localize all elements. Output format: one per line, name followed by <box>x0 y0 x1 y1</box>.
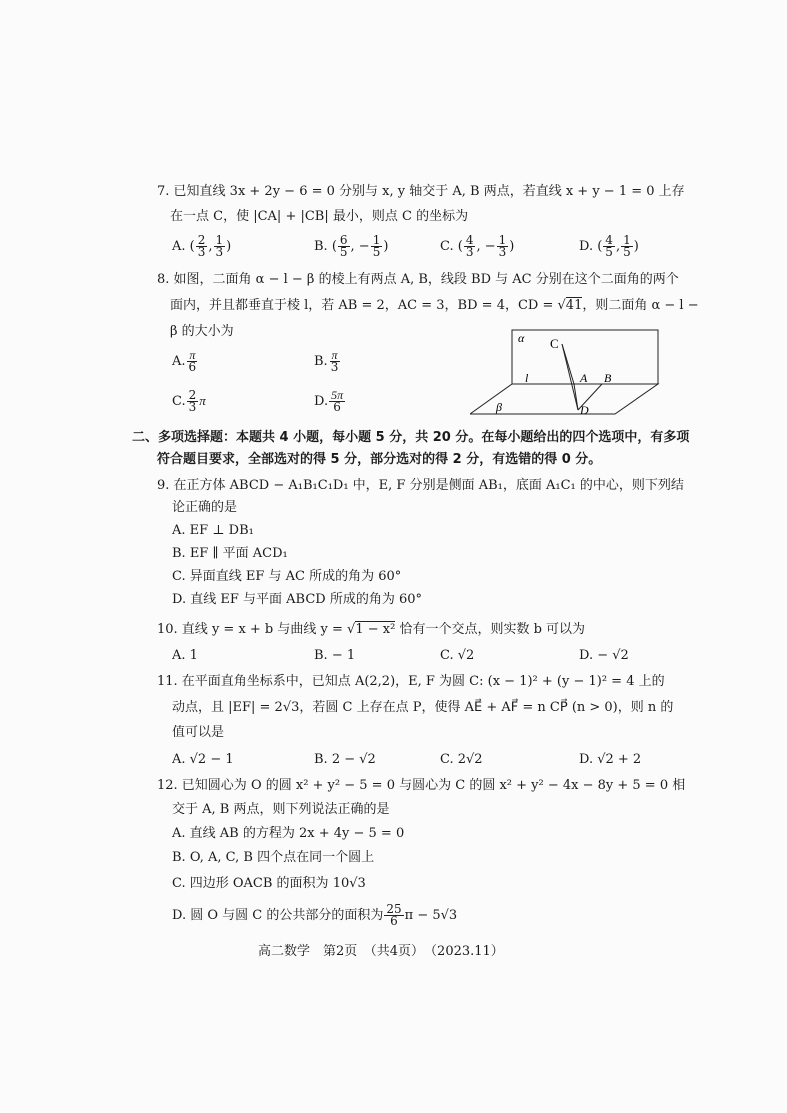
q9-option-d: D. 直线 EF 与平面 ABCD 所成的角为 60° <box>172 592 422 607</box>
q12-option-c: C. 四边形 OACB 的面积为 10√3 <box>172 876 366 891</box>
q11-line3: 值可以是 <box>172 725 225 740</box>
label-c: C <box>550 336 559 351</box>
q10-option-d: D. − √2 <box>579 648 629 663</box>
q8-option-b: B. $\frac{\pi}{3}$ <box>314 348 339 374</box>
q9-line2: 论正确的是 <box>172 500 238 515</box>
q8-option-a: A. $\frac{\pi}{6}$ <box>172 348 197 374</box>
q11-option-d: D. √2 + 2 <box>579 752 642 767</box>
q9-option-b: B. EF ∥ 平面 ACD₁ <box>172 546 288 561</box>
page-footer: 高二数学 第2页 （共4页） （2023.11） <box>258 944 504 959</box>
q12-option-b: B. O, A, C, B 四个点在同一个圆上 <box>172 850 375 865</box>
label-alpha: α <box>518 331 525 345</box>
q10-option-a: A. 1 <box>172 648 198 663</box>
label-b: B <box>604 371 612 385</box>
q7-line1: 7. 已知直线 3x + 2y − 6 = 0 分别与 x, y 轴交于 A, B 两点，若直线 x + y − 1 = 0 上存 <box>157 184 685 199</box>
q7-option-b: B. ( $\frac{6}{5}$ , − $\frac{1}{5}$ ) <box>314 233 389 259</box>
label-d: D <box>580 403 589 417</box>
q7-option-c: C. ( $\frac{4}{3}$ , − $\frac{1}{3}$ ) <box>440 233 515 259</box>
q12-option-a: A. 直线 AB 的方程为 2x + 4y − 5 = 0 <box>172 826 405 841</box>
q9-option-a: A. EF ⊥ DB₁ <box>172 523 254 538</box>
q9-line1: 9. 在正方体 ABCD − A₁B₁C₁D₁ 中，E, F 分别是侧面 AB₁，底面 A₁C₁ 的中心，则下列结 <box>157 478 684 493</box>
q10-option-b: B. − 1 <box>314 648 356 663</box>
q8-line1: 8. 如图，二面角 α − l − β 的棱上有两点 A, B，线段 BD 与 AC 分别在这个二面角的两个 <box>157 272 679 287</box>
q11-option-b: B. 2 − √2 <box>314 752 376 767</box>
q11-line2: 动点，且 |EF| = 2√3，若圆 C 上存在点 P，使得 AE⃗ + AF⃗ = n CP⃗ (n > 0)，则 n 的 <box>172 700 674 715</box>
dihedral-angle-figure <box>470 322 670 422</box>
q10-option-c: C. √2 <box>440 648 475 663</box>
label-beta: β <box>496 400 502 414</box>
q8-option-d: D. $\frac{5\pi}{6}$ <box>314 388 344 414</box>
q8-option-c: C. $\frac{2}{3}$ π <box>172 388 206 414</box>
q9-option-c: C. 异面直线 EF 与 AC 所成的角为 60° <box>172 569 402 584</box>
q11-option-a: A. √2 − 1 <box>172 752 234 767</box>
q12-line2: 交于 A, B 两点，则下列说法正确的是 <box>172 802 390 817</box>
q12-line1: 12. 已知圆心为 O 的圆 x² + y² − 5 = 0 与圆心为 C 的圆 x² + y² − 4x − 8y + 5 = 0 相 <box>157 778 686 793</box>
q8-line3: β 的大小为 <box>170 324 234 339</box>
q11-line1: 11. 在平面直角坐标系中，已知点 A(2,2)，E, F 为圆 C: (x − 1)² + (y − 1)² = 4 上的 <box>157 674 665 689</box>
q10-line1: 10. 直线 y = x + b 与曲线 y = √1 − x² 恰有一个交点，则实数 b 可以为 <box>157 622 586 637</box>
q7-option-d: D. ( $\frac{4}{5}$ , $\frac{1}{5}$ ) <box>579 233 639 259</box>
q7-line2: 在一点 C，使 |CA| + |CB| 最小，则点 C 的坐标为 <box>170 209 469 224</box>
q8-line2: 面内，并且都垂直于棱 l，若 AB = 2，AC = 3，BD = 4，CD = √41，则二面角 α − l − <box>170 298 699 313</box>
label-l: l <box>525 371 529 385</box>
q12-option-d: D. 圆 O 与圆 C 的公共部分的面积为 $\frac{25}{6}$ π − 5√3 <box>172 902 458 928</box>
section2-line2: 符合题目要求，全部选对的得 5 分，部分选对的得 2 分，有选错的得 0 分。 <box>157 452 602 467</box>
q11-option-c: C. 2√2 <box>440 752 483 767</box>
section2-line1: 二、多项选择题：本题共 4 小题，每小题 5 分，共 20 分。在每小题给出的四个选项中，有多项 <box>132 430 690 445</box>
segment-cd <box>562 344 578 410</box>
label-a: A <box>580 371 588 385</box>
q7-option-a: A. ( $\frac{2}{3}$ , $\frac{1}{3}$ ) <box>172 233 232 259</box>
